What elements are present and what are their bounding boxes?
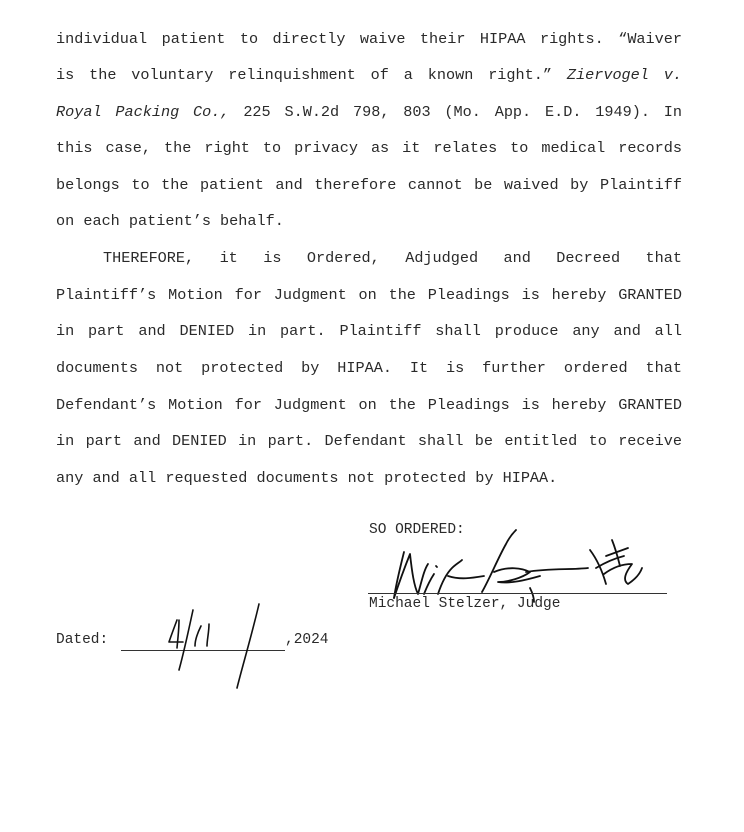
text-line: Royal Packing Co., 225 S.W.2d 798, 803 (Mo. App. E.D. 1949). In [56,103,682,121]
text-line: documents not protected by HIPAA. It is further ordered that [56,359,682,377]
text-line: this case, the right to privacy as it relates to medical records [56,139,682,157]
text-line: individual patient to directly waive their HIPAA rights. “Waiver [56,30,682,48]
text-line: Defendant’s Motion for Judgment on the Pleadings is hereby GRANTED [56,396,682,414]
signature-line [368,593,667,594]
text-line: any and all requested documents not protected by HIPAA. [56,469,558,487]
case-citation: Royal Packing Co., [56,103,230,121]
text-line: belongs to the patient and therefore cannot be waived by Plaintiff [56,176,682,194]
case-citation: Ziervogel v. [566,66,682,84]
text-line: on each patient’s behalf. [56,212,284,230]
judge-name: Michael Stelzer, Judge [369,596,561,612]
text-line: Plaintiff’s Motion for Judgment on the Pleadings is hereby GRANTED [56,286,682,304]
text-line: THEREFORE, it is Ordered, Adjudged and Decreed that [103,249,682,267]
dated-label: Dated: [56,632,109,648]
judge-signature [390,528,650,603]
text-line: in part and DENIED in part. Plaintiff shall produce any and all [56,322,682,340]
handwritten-date [165,598,285,690]
text-line: is the voluntary relinquishment of a known right.” Ziervogel v. [56,66,682,84]
so-ordered-heading: SO ORDERED: [369,522,465,538]
year: ,2024 [285,632,329,648]
text-line: in part and DENIED in part. Defendant shall be entitled to receive [56,432,682,450]
